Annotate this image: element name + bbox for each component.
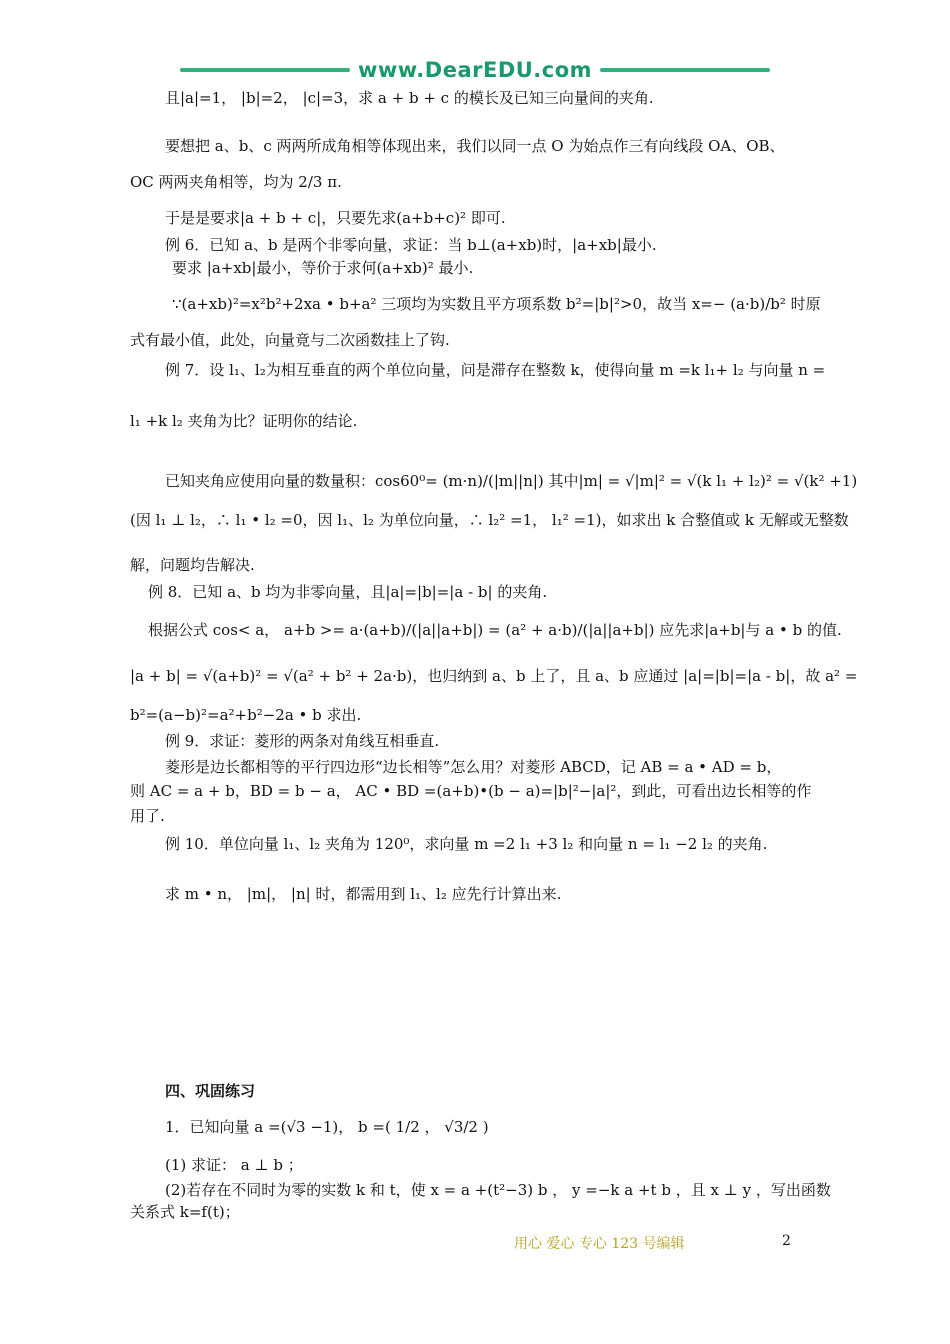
text-line: 关系式 k=f(t)； [130,1203,240,1221]
text-line: 菱形是边长都相等的平行四边形“边长相等”怎么用？对菱形 ABCD，记 AB = a • AD = b， [165,758,782,776]
text-line: 要求 |a+xb|最小，等价于求何(a+xb)² 最小. [172,259,474,277]
text-line: 则 AC = a + b，BD = b − a， AC • BD =(a+b)•(b − a)=|b|²−|a|²，到此，可看出边长相等的作 [130,782,812,800]
text-line: ∵(a+xb)²=x²b²+2xa • b+a² 三项均为实数且平方项系数 b²=|b|²>0，故当 x=− (a·b)/b² 时原 [172,295,821,313]
text-line: (因 l₁ ⊥ l₂，∴ l₁ • l₂ =0，因 l₁、l₂ 为单位向量，∴ l₂² =1， l₁² =1)，如求出 k 合整值或 k 无解或无整数 [130,511,849,529]
text-line: b²=(a−b)²=a²+b²−2a • b 求出. [130,706,362,724]
text-line: 用了. [130,807,165,825]
text-line: 式有最小值，此处，向量竟与二次函数挂上了钩. [130,331,450,349]
text-line: 求 m • n， |m|， |n| 时，都需用到 l₁、l₂ 应先行计算出来. [165,885,562,903]
text-line: |a + b| = √(a+b)² = √(a² + b² + 2a·b)，也归纳到 a、b 上了，且 a、b 应通过 |a|=|b|=|a - b|，故 a² = [130,667,858,685]
text-line: 例 8．已知 a、b 均为非零向量，且|a|=|b|=|a - b| 的夹角. [148,583,548,601]
section-heading: 四、巩固练习 [165,1082,256,1100]
text-line: 根据公式 cos< a， a+b >= a·(a+b)/(|a||a+b|) = (a² + a·b)/(|a||a+b|) 应先求|a+b|与 a • b 的值. [148,621,842,639]
site-watermark: www.DearEDU.com [357,58,593,82]
footer-text: 用心 爱心 专心 123 号编辑 [514,1236,685,1252]
text-line: 例 6．已知 a、b 是两个非零向量，求证：当 b⊥(a+xb)时，|a+xb|最小. [165,236,657,254]
text-line: 例 7．设 l₁、l₂为相互垂直的两个单位向量，问是滞存在整数 k，使得向量 m =k l₁+ l₂ 与向量 n = [165,361,826,379]
text-line: (1) 求证： a ⊥ b ； [165,1156,303,1174]
text-line: 要想把 a、b、c 两两所成角相等体现出来，我们以同一点 O 为始点作三有向线段 OA、OB、 [165,137,785,155]
page-number: 2 [782,1233,791,1249]
text-line: l₁ +k l₂ 夹角为比？证明你的结论. [130,412,358,430]
text-line: 解，问题均告解决. [130,556,255,574]
text-line: 1．已知向量 a =(√3 −1)， b =( 1/2 ， √3/2 ) [165,1118,489,1136]
text-line: 例 10．单位向量 l₁、l₂ 夹角为 120⁰，求向量 m =2 l₁ +3 l₂ 和向量 n = l₁ −2 l₂ 的夹角. [165,835,768,853]
text-line: 已知夹角应使用向量的数量积：cos60⁰= (m·n)/(|m||n|) 其中|m| = √|m|² = √(k l₁ + l₂)² = √(k² +1) [165,472,858,490]
text-line: OC 两两夹角相等，均为 2/3 π. [130,173,342,191]
text-line: 且|a|=1， |b|=2， |c|=3，求 a + b + c 的模长及已知三向量间的夹角. [165,89,654,107]
text-line: 于是是要求|a + b + c|，只要先求(a+b+c)² 即可. [165,209,506,227]
text-line: 例 9．求证：菱形的两条对角线互相垂直. [165,732,440,750]
text-line: (2)若存在不同时为零的实数 k 和 t，使 x = a +(t²−3) b ， y =−k a +t b ，且 x ⊥ y ，写出函数 [165,1181,831,1199]
